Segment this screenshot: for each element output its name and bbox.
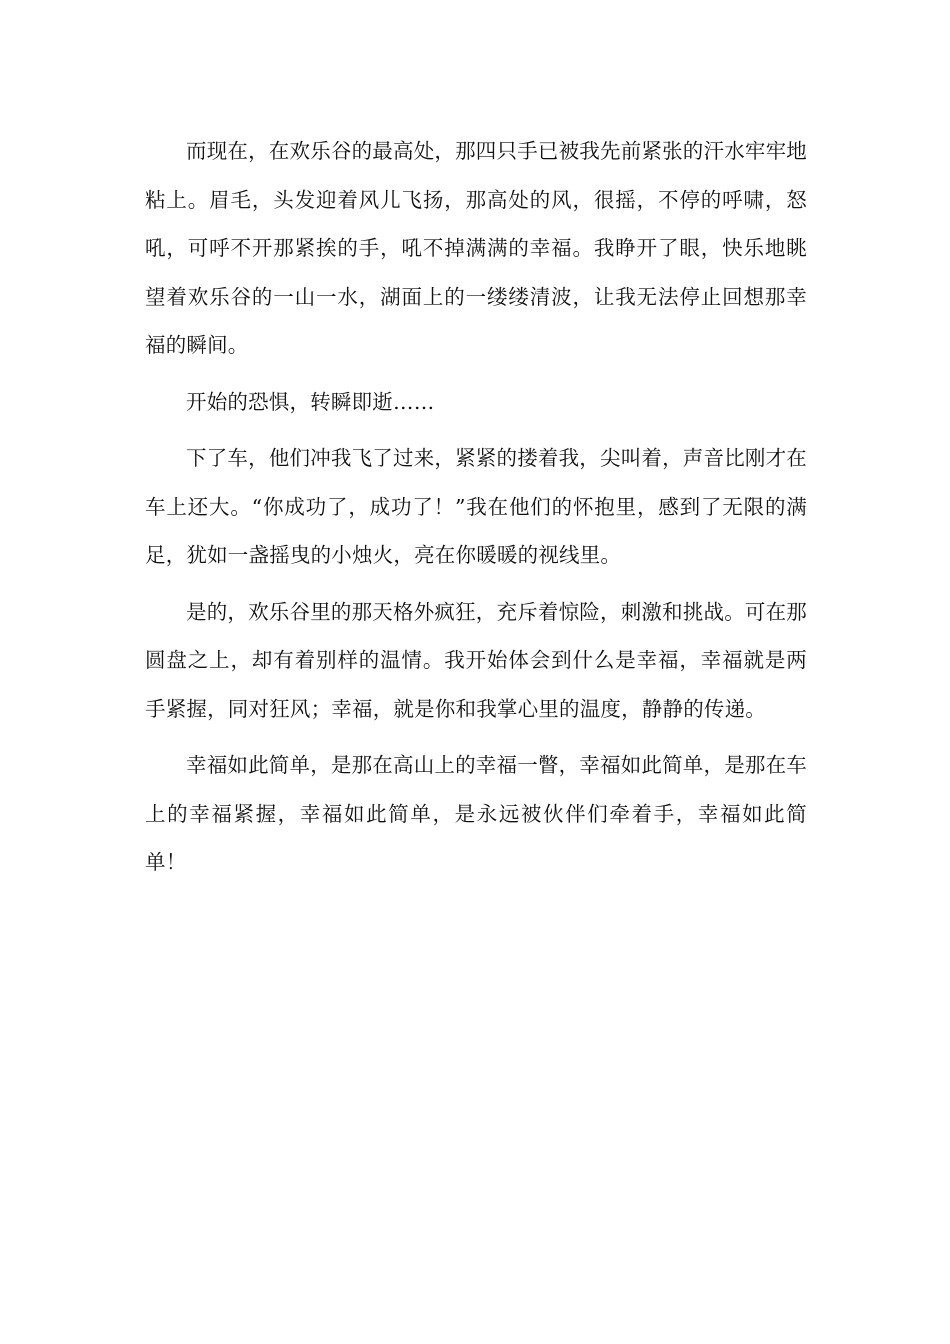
paragraph-3: 下了车，他们冲我飞了过来，紧紧的搂着我，尖叫着，声音比刚才在车上还大。“你成功了，成功了！”我在他们的怀抱里，感到了无限的满足，犹如一盏摇曳的小烛火，亮在你暖暖的视线里。 (145, 446, 807, 567)
document-body (145, 127, 807, 887)
paragraph-5: 幸福如此简单，是那在高山上的幸福一瞥，幸福如此简单，是那在车上的幸福紧握，幸福如此简单，是永远被伙伴们牵着手，幸福如此简单！ (145, 753, 807, 874)
paragraph-2: 开始的恐惧，转瞬即逝…… (186, 389, 435, 414)
paragraph-4: 是的，欢乐谷里的那天格外疯狂，充斥着惊险，刺激和挑战。可在那圆盘之上，却有着别样的温情。我开始体会到什么是幸福，幸福就是两手紧握，同对狂风；幸福，就是你和我掌心里的温度，静静的传递。 (145, 599, 807, 721)
paragraph-1: 而现在，在欢乐谷的最高处，那四只手已被我先前紧张的汗水牢牢地粘上。眉毛，头发迎着风儿飞扬，那高处的风，很摇，不停的呼啸，怒吼，可呼不开那紧挨的手，吼不掉满满的幸福。我睁开了眼，快乐地眺望着欢乐谷的一山一水，湖面上的一缕缕清波，让我无法停止回想那幸福的瞬间。 (145, 139, 807, 357)
